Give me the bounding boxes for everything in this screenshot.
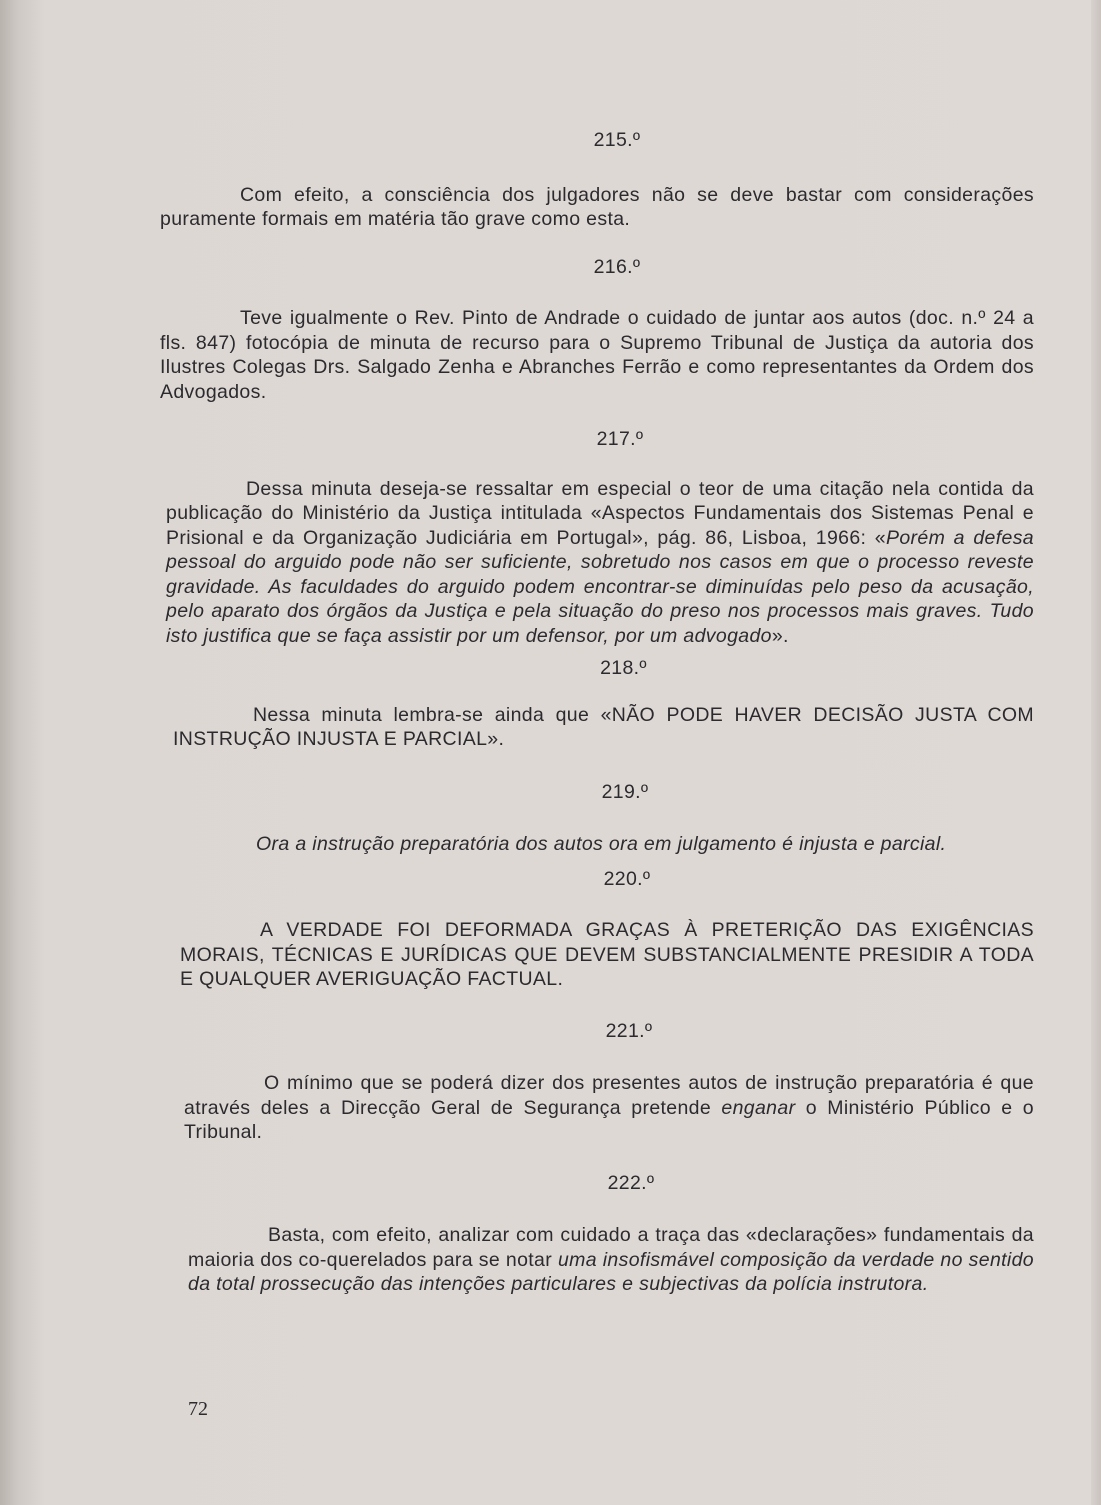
article-text: O mínimo que se poderá dizer dos presentes autos de instrução preparatória é que através deles a Direcção Geral de Segurança pretende enganar o Ministério Público e o Tribunal. [184, 1072, 1034, 1143]
article-219 [160, 780, 1034, 857]
article-number: 216.º [593, 255, 641, 278]
article-220 [160, 867, 1034, 992]
article-text: A VERDADE FOI DEFORMADA GRAÇAS À PRETERIÇÃO DAS EXIGÊNCIAS MORAIS, TÉCNICAS E JURÍDICAS QUE DEVEM SUBSTANCIALMENTE PRESIDIR A TODA E QUALQUER AVERIGUAÇÃO FACTUAL. [180, 919, 1034, 990]
article-text: Com efeito, a consciência dos julgadores não se deve bastar com considerações puramente formais em matéria tão grave como esta. [160, 183, 1034, 230]
article-number: 222.º [607, 1171, 655, 1194]
article-217 [160, 427, 1034, 648]
article-text: Teve igualmente o Rev. Pinto de Andrade o cuidado de juntar aos autos (doc. n.º 24 a fls. 847) fotocópia de minuta de recurso para o Supremo Tribunal de Justiça da autoria dos Ilustres Colegas Drs. Salgado Zenha e Abranches Ferrão e como representantes da Ordem dos Advogados. [160, 307, 1034, 403]
article-number: 218.º [600, 657, 647, 679]
article-222 [160, 1171, 1034, 1297]
article-text: Dessa minuta deseja-se ressaltar em especial o teor de uma citação nela contida da publicação do Ministério da Justiça intitulada «Aspectos Fundamentais dos Sistemas Penal e Prisional e da Organização Judiciária em Portugal», pág. 86, Lisboa, 1966: «Porém a defesa pessoal do arguido pode não ser suficiente, sobretudo nos casos em que o processo reveste gravidade. As faculdades do arguido podem encontrar-se diminuídas pelo peso da acusação, pelo aparato dos órgãos da Justiça e pela situação do preso nos processos mais graves. Tudo isto justifica que se faça assistir por um defensor, por um advogado». [166, 477, 1034, 647]
article-number: 220.º [603, 867, 651, 890]
text-column [160, 128, 1034, 1297]
article-218 [160, 656, 1034, 752]
article-215 [160, 128, 1034, 232]
article-number: 221.º [605, 1019, 653, 1042]
article-text: Basta, com efeito, analizar com cuidado a traça das «declarações» fundamentais da maioria dos co-querelados para se notar uma insofismável composição da verdade no sentido da total prossecução das intenções particulares e subjectivas da polícia instrutora. [188, 1224, 1034, 1295]
article-216 [160, 255, 1034, 405]
article-number: 217.º [596, 428, 644, 450]
article-number: 219.º [601, 780, 649, 803]
page-number: 72 [188, 1398, 208, 1420]
article-number: 215.º [593, 129, 641, 151]
article-221 [160, 1019, 1034, 1145]
article-text: Nessa minuta lembra-se ainda que «NÃO PODE HAVER DECISÃO JUSTA COM INSTRUÇÃO INJUSTA E PARCIAL». [173, 703, 1034, 750]
article-text: Ora a instrução preparatória dos autos ora em julgamento é injusta e parcial. [256, 833, 947, 855]
page-edge [1091, 0, 1101, 1505]
